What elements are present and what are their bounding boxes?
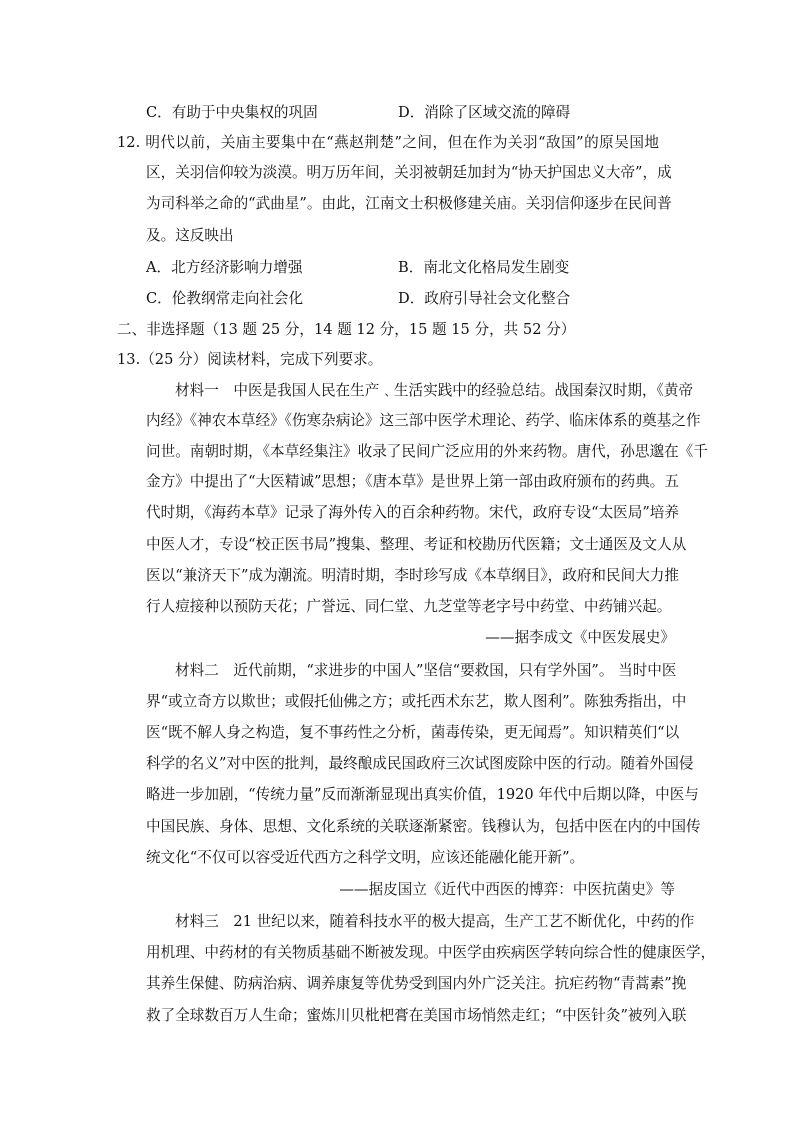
q12-stem-line-4: 及。这反映出 [146, 227, 234, 244]
material1-line-2: 内经》《神农本草经》《伤寒杂病论》这三部中医学术理论、药学、临床体系的奠基之作 [146, 412, 701, 429]
material1-line-5: 代时期，《海药本草》记录了海外传入的百余种药物。宋代，政府专设“太医局”培养 [146, 504, 679, 521]
section-2-heading: 二、非选择题（13 题 25 分，14 题 12 分，15 题 15 分，共 52 分） [117, 321, 576, 338]
q12-option-a: A．北方经济影响力增强 [146, 259, 303, 276]
q12-option-b: B．南北文化格局发生剧变 [398, 259, 570, 276]
material2-source: ——据皮国立《近代中西医的博弈：中医抗菌史》等 [339, 881, 675, 898]
q13-intro: 13.（25 分）阅读材料，完成下列要求。 [117, 351, 383, 368]
q11-option-c: C．有助于中央集权的巩固 [146, 104, 318, 121]
q12-stem-line-1: 12. 明代以前，关庙主要集中在“燕赵荆楚”之间，但在作为关羽“敌国”的原吴国地 [117, 134, 659, 151]
material3-line-3: 其养生保健、防病治病、调养康复等优势受到国内外广泛关注。抗疟药物“青蒿素”挽 [146, 975, 687, 992]
material2-line-3: 医“既不解人身之构造，复不事药性之分析，菌毒传染，更无闻焉”。知识精英们“以 [146, 724, 680, 741]
material2-line-1: 材料二 近代前期，“求进步的中国人”坚信“要救国，只有学外国”。 当时中医 [175, 662, 677, 679]
material2-line-2: 界“或立奇方以欺世；或假托仙佛之方；或托西术东艺，欺人图利”。陈独秀指出，中 [146, 693, 687, 710]
material3-line-2: 用机理、中药材的有关物质基础不断被发现。中医学由疾病医学转向综合性的健康医学， [146, 944, 716, 961]
material1-line-1: 材料一 中医是我国人民在生产﹑生活实践中的经验总结。战国秦汉时期，《黄帝 [175, 382, 694, 399]
material1-line-3: 问世。南朝时期，《本草经集注》收录了民间广泛应用的外来药物。唐代，孙思邈在《千 [146, 443, 708, 460]
q11-option-d: D．消除了区域交流的障碍 [398, 104, 571, 121]
material3-line-1: 材料三 21 世纪以来，随着科技水平的极大提高，生产工艺不断优化，中药的作 [175, 913, 695, 930]
material2-line-5: 略进一步加剧，“传统力量”反而渐渐显现出真实价值，1920 年代中后期以降，中医与 [146, 786, 699, 803]
q12-option-d: D．政府引导社会文化整合 [398, 290, 571, 307]
q12-stem-line-2: 区，关羽信仰较为淡漠。明万历年间，关羽被朝廷加封为“协天护国忠义大帝”，成 [146, 164, 672, 181]
material1-line-4: 金方》中提出了“大医精诚”思想；《唐本草》是世界上第一部由政府颁布的药典。五 [146, 473, 679, 490]
material2-line-4: 科学的名义”对中医的批判，最终酿成民国政府三次试图废除中医的行动。随着外国侵 [146, 755, 694, 772]
material2-line-6: 中国民族、身体、思想、文化系统的关联逐渐紧密。钱穆认为，包括中医在内的中国传 [146, 818, 701, 835]
material1-line-6: 中医人才，专设“校正医书局”搜集、整理、考证和校勘历代医籍；文士通医及文人从 [146, 536, 687, 553]
q12-stem-line-3: 为司科举之命的“武曲星”。由此，江南文士积极修建关庙。关羽信仰逐步在民间普 [146, 195, 672, 212]
material2-line-7: 统文化“不仅可以容受近代西方之科学文明，应该还能融化能开新”。 [146, 849, 585, 866]
material1-source: ——据李成文《中医发展史》 [485, 629, 675, 646]
material1-line-7: 医以“兼济天下”成为潮流。明清时期，李时珍写成《本草纲目》，政府和民间大力推 [146, 567, 679, 584]
q12-option-c: C．伦教纲常走向社会化 [146, 290, 304, 307]
material3-line-4: 救了全球数百万人生命；蜜炼川贝枇杷膏在美国市场悄然走红；“中医针灸”被列入联 [146, 1007, 687, 1024]
material1-line-8: 行人痘接种以预防天花；广誉远、同仁堂、九芝堂等老字号中药堂、中药铺兴起。 [146, 598, 672, 615]
